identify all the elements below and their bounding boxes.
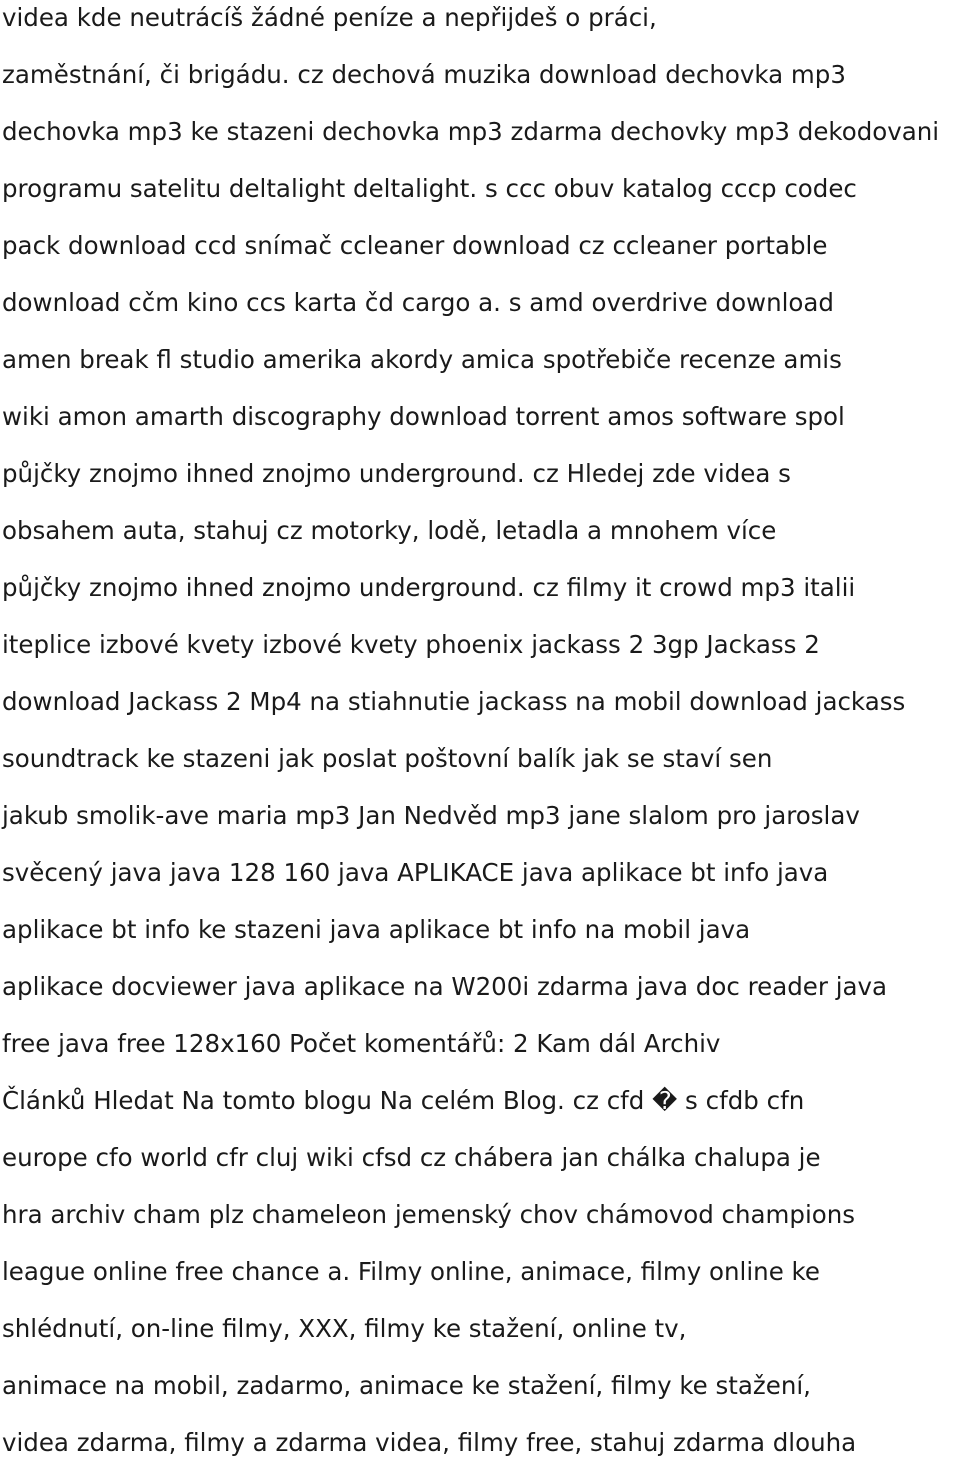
text-line: soundtrack ke stazeni jak poslat poštovní balík jak se staví sen (2, 744, 773, 773)
text-line: pack download ccd snímač ccleaner download cz ccleaner portable (2, 231, 828, 260)
text-line: wiki amon amarth discography download torrent amos software spol (2, 402, 845, 431)
text-line: jakub smolik-ave maria mp3 Jan Nedvěd mp3 jane slalom pro jaroslav (2, 801, 860, 830)
text-line: půjčky znojmo ihned znojmo underground. cz filmy it crowd mp3 italii (2, 573, 856, 602)
text-line: shlédnutí, on-line filmy, XXX, filmy ke stažení, online tv, (2, 1314, 687, 1343)
text-line: iteplice izbové kvety izbové kvety phoenix jackass 2 3gp Jackass 2 (2, 630, 820, 659)
text-line: videa zdarma, filmy a zdarma videa, filmy free, stahuj zdarma dlouha (2, 1428, 857, 1457)
text-line: Článků Hledat Na tomto blogu Na celém Blog. cz cfd � s cfdb cfn (2, 1086, 805, 1115)
text-line: free java free 128x160 Počet komentářů: 2 Kam dál Archiv (2, 1029, 721, 1058)
text-line: obsahem auta, stahuj cz motorky, lodě, letadla a mnohem více (2, 516, 777, 545)
text-line: aplikace bt info ke stazeni java aplikace bt info na mobil java (2, 915, 751, 944)
text-line: půjčky znojmo ihned znojmo underground. cz Hledej zde videa s (2, 459, 791, 488)
text-line: amen break fl studio amerika akordy amica spotřebiče recenze amis (2, 345, 842, 374)
text-line: programu satelitu deltalight deltalight. s ccc obuv katalog cccp codec (2, 174, 857, 203)
text-line: animace na mobil, zadarmo, animace ke stažení, filmy ke stažení, (2, 1371, 811, 1400)
text-line: dechovka mp3 ke stazeni dechovka mp3 zdarma dechovky mp3 dekodovani (2, 117, 940, 146)
text-line: europe cfo world cfr cluj wiki cfsd cz chábera jan chálka chalupa je (2, 1143, 821, 1172)
text-line: league online free chance a. Filmy online, animace, filmy online ke (2, 1257, 820, 1286)
text-line: zaměstnání, či brigádu. cz dechová muzika download dechovka mp3 (2, 60, 846, 89)
text-line: videa kde neutrácíš žádné peníze a nepřijdeš o práci, (2, 3, 657, 32)
text-line: download cčm kino ccs karta čd cargo a. s amd overdrive download (2, 288, 834, 317)
text-line: aplikace docviewer java aplikace na W200i zdarma java doc reader java (2, 972, 888, 1001)
text-line: hra archiv cham plz chameleon jemenský chov chámovod champions (2, 1200, 856, 1229)
text-line: svěcený java java 128 160 java APLIKACE java aplikace bt info java (2, 858, 829, 887)
text-line: download Jackass 2 Mp4 na stiahnutie jackass na mobil download jackass (2, 687, 906, 716)
